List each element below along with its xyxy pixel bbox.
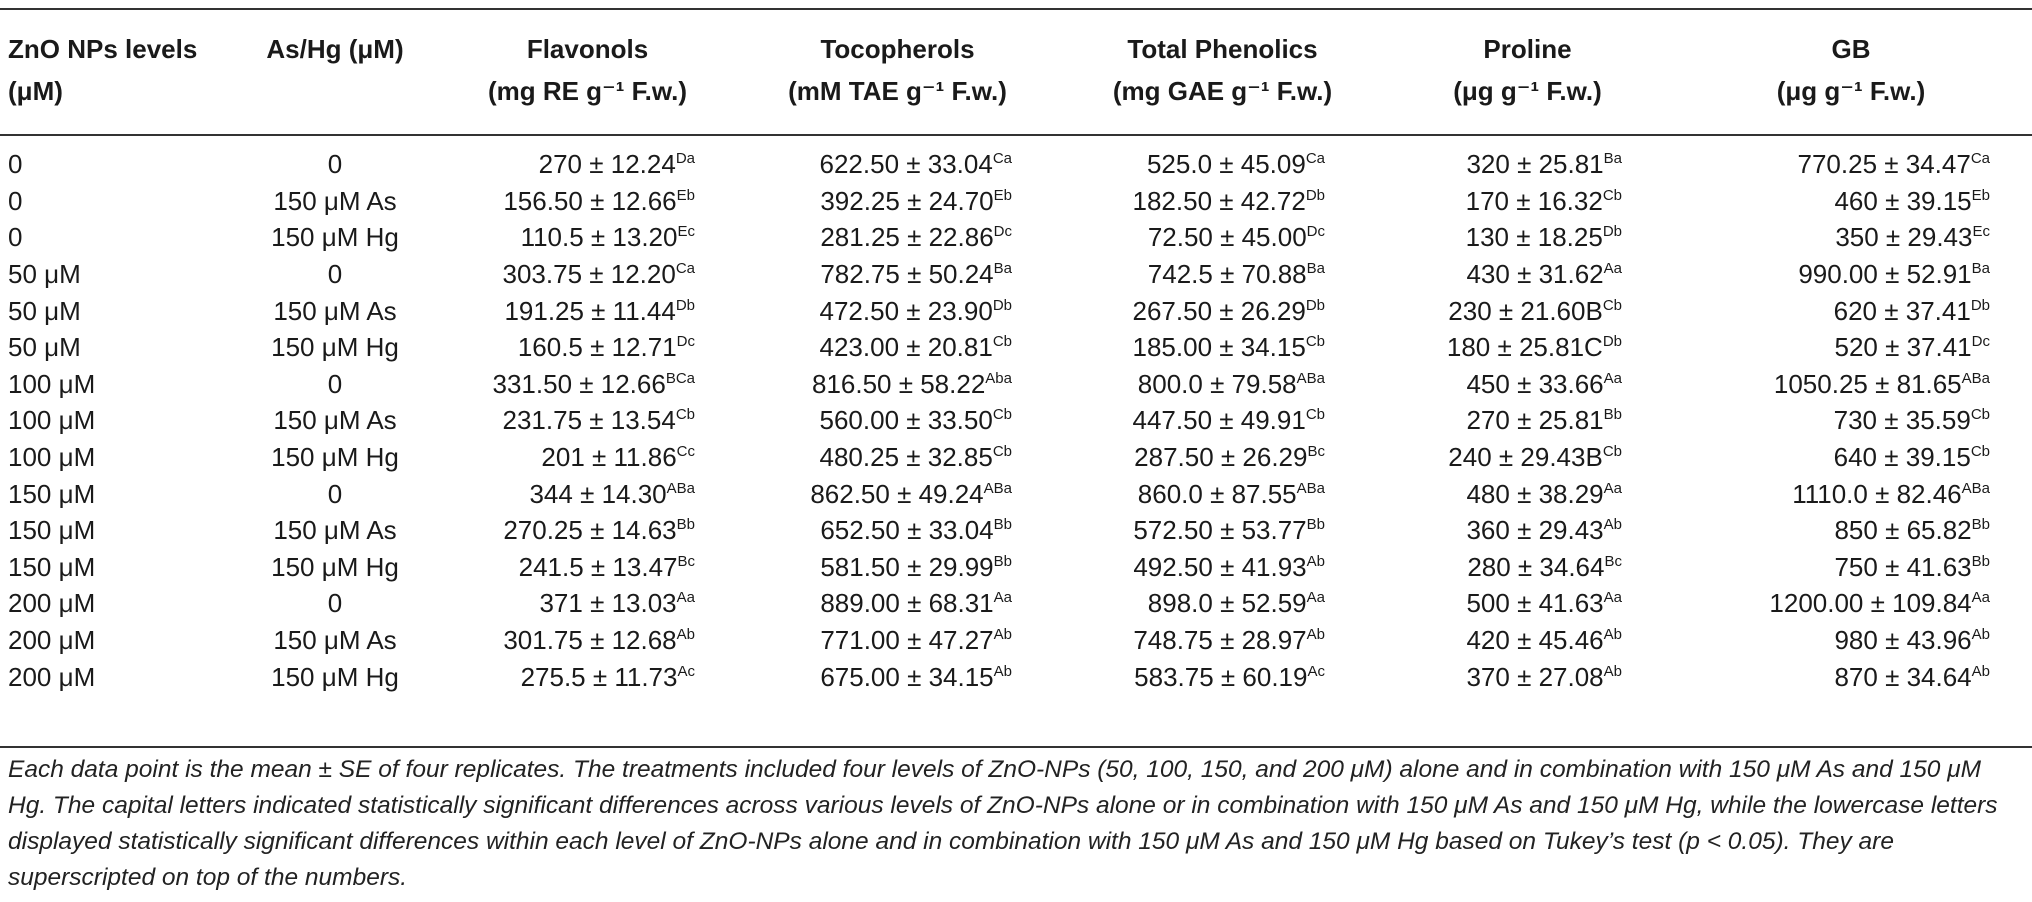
- cell-value: 301.75 ± 12.68: [503, 625, 677, 656]
- significance-letters: Bb: [1603, 406, 1622, 424]
- cell-total-phenolics: [1060, 549, 1385, 586]
- cell-flavonols: [440, 134, 735, 183]
- cell-gb: [1670, 585, 2032, 622]
- cell-value: 730 ± 35.59: [1833, 405, 1971, 436]
- cell-as-hg: 0: [327, 368, 343, 399]
- cell-value: 430 ± 31.62: [1466, 259, 1604, 290]
- significance-letters: Ba: [1603, 150, 1622, 168]
- significance-letters: Db: [1305, 296, 1325, 314]
- significance-letters: Cb: [1970, 443, 1990, 461]
- significance-letters: Ab: [1306, 552, 1325, 570]
- cell-value: 331.50 ± 12.66: [492, 368, 666, 399]
- cell-total-phenolics: [1060, 256, 1385, 293]
- significance-letters: Da: [675, 150, 695, 168]
- significance-letters: Ab: [993, 662, 1012, 680]
- cell-value: 156.50 ± 12.66: [503, 185, 677, 216]
- cell-gb: [1670, 402, 2032, 439]
- table-row: [0, 512, 2032, 549]
- cell-value: 160.5 ± 12.71: [517, 332, 677, 363]
- cell-proline: [1385, 329, 1670, 366]
- table-row: [0, 329, 2032, 366]
- cell-value: 287.50 ± 26.29: [1134, 442, 1308, 473]
- cell-zno-level: 100 μM: [8, 368, 96, 399]
- table-row: [0, 475, 2032, 512]
- header-as-hg: As/Hg (μM): [266, 34, 404, 64]
- cell-as-hg: 0: [327, 478, 343, 509]
- cell-total-phenolics: [1060, 658, 1385, 695]
- significance-letters: Ca: [992, 150, 1012, 168]
- significance-letters: Aa: [1306, 589, 1325, 607]
- table-row: [0, 183, 2032, 220]
- significance-letters: ABa: [983, 479, 1012, 497]
- significance-letters: Bc: [1604, 552, 1622, 570]
- cell-gb: [1670, 512, 2032, 549]
- cell-tocopherols: [735, 549, 1060, 586]
- significance-letters: Eb: [993, 186, 1012, 204]
- cell-proline: [1385, 366, 1670, 403]
- cell-gb: [1670, 183, 2032, 220]
- cell-proline: [1385, 512, 1670, 549]
- cell-flavonols: [440, 219, 735, 256]
- cell-value: 270 ± 25.81: [1466, 405, 1604, 436]
- significance-letters: Ba: [1306, 260, 1325, 278]
- table-row: [0, 402, 2032, 439]
- cell-gb: [1670, 292, 2032, 329]
- significance-letters: Cb: [1602, 186, 1622, 204]
- cell-proline: [1385, 402, 1670, 439]
- cell-proline: [1385, 439, 1670, 476]
- cell-proline: [1385, 219, 1670, 256]
- cell-tocopherols: [735, 134, 1060, 183]
- significance-letters: Db: [1602, 333, 1622, 351]
- cell-flavonols: [440, 475, 735, 512]
- cell-tocopherols: [735, 475, 1060, 512]
- cell-value: 230 ± 21.60B: [1448, 295, 1603, 326]
- cell-total-phenolics: [1060, 219, 1385, 256]
- significance-letters: Cc: [676, 443, 695, 461]
- cell-as-hg: 0: [327, 588, 343, 619]
- cell-value: 771.00 ± 47.27: [820, 625, 994, 656]
- significance-letters: Db: [1970, 296, 1990, 314]
- cell-zno-level: 0: [8, 185, 23, 216]
- cell-zno-level: 100 μM: [8, 405, 96, 436]
- cell-value: 275.5 ± 11.73: [520, 661, 678, 692]
- table-row: [0, 549, 2032, 586]
- cell-proline: [1385, 475, 1670, 512]
- cell-value: 241.5 ± 13.47: [518, 551, 678, 582]
- significance-letters: Ab: [1971, 662, 1990, 680]
- cell-value: 281.25 ± 22.86: [820, 222, 994, 253]
- cell-proline: [1385, 658, 1670, 695]
- cell-gb: [1670, 475, 2032, 512]
- significance-letters: Db: [675, 296, 695, 314]
- cell-value: 889.00 ± 68.31: [820, 588, 994, 619]
- cell-as-hg: 150 μM As: [273, 625, 397, 656]
- cell-value: 185.00 ± 34.15: [1132, 332, 1306, 363]
- significance-letters: Db: [1602, 223, 1622, 241]
- cell-total-phenolics: [1060, 512, 1385, 549]
- significance-letters: Ab: [1603, 626, 1622, 644]
- cell-value: 748.75 ± 28.97: [1133, 625, 1307, 656]
- significance-letters: ABa: [1961, 479, 1990, 497]
- cell-total-phenolics: [1060, 183, 1385, 220]
- significance-letters: Bc: [677, 552, 695, 570]
- significance-letters: Db: [1305, 186, 1325, 204]
- cell-value: 850 ± 65.82: [1834, 515, 1972, 546]
- cell-value: 191.25 ± 11.44: [504, 295, 676, 326]
- cell-value: 231.75 ± 13.54: [502, 405, 676, 436]
- cell-value: 770.25 ± 34.47: [1797, 149, 1971, 180]
- cell-as-hg: 150 μM Hg: [271, 551, 399, 582]
- significance-letters: Ba: [993, 260, 1012, 278]
- bottom-rule: [0, 746, 2032, 748]
- cell-tocopherols: [735, 183, 1060, 220]
- header-total-phenolics: Total Phenolics (mg GAE g⁻¹ F.w.): [1112, 34, 1333, 106]
- cell-value: 130 ± 18.25: [1465, 222, 1603, 253]
- cell-value: 862.50 ± 49.24: [810, 478, 984, 509]
- cell-value: 800.0 ± 79.58: [1137, 368, 1297, 399]
- cell-flavonols: [440, 256, 735, 293]
- table-row: [0, 439, 2032, 476]
- cell-tocopherols: [735, 402, 1060, 439]
- significance-letters: Aa: [1603, 589, 1622, 607]
- table-row: [0, 658, 2032, 695]
- significance-letters: Bb: [1306, 516, 1325, 534]
- header-proline: Proline (μg g⁻¹ F.w.): [1453, 34, 1602, 106]
- significance-letters: Ac: [1307, 662, 1325, 680]
- cell-value: 423.00 ± 20.81: [819, 332, 993, 363]
- significance-letters: Cb: [992, 406, 1012, 424]
- significance-letters: Aa: [1971, 589, 1990, 607]
- cell-value: 480 ± 38.29: [1466, 478, 1604, 509]
- cell-tocopherols: [735, 292, 1060, 329]
- table-row: [0, 256, 2032, 293]
- significance-letters: Cb: [1305, 333, 1325, 351]
- significance-letters: Bc: [1307, 443, 1325, 461]
- table-footnote: Each data point is the mean ± SE of four replicates. The treatments included four levels of ZnO-NPs (50, 100, 150, and 200 μM) alone and in combination with 150 μM As and 150 μM Hg. The capital letters indicated statistically significant differences across various levels of ZnO-NPs alone or in combination with 150 μM As and 150 μM Hg, while the lowercase letters displayed statistically significant differences within each level of ZnO-NPs alone and in combination with 150 μM As and 150 μM Hg based on Tukey’s test (p < 0.05). They are superscripted on top of the numbers.: [8, 756, 1998, 891]
- significance-letters: Ca: [675, 260, 695, 278]
- significance-letters: ABa: [666, 479, 695, 497]
- significance-letters: Aa: [1603, 260, 1622, 278]
- cell-value: 500 ± 41.63: [1466, 588, 1604, 619]
- significance-letters: Cb: [1970, 406, 1990, 424]
- header-tocopherols: Tocopherols (mM TAE g⁻¹ F.w.): [788, 34, 1007, 106]
- cell-tocopherols: [735, 439, 1060, 476]
- cell-value: 652.50 ± 33.04: [820, 515, 994, 546]
- cell-zno-level: 200 μM: [8, 625, 96, 656]
- cell-proline: [1385, 622, 1670, 659]
- cell-value: 492.50 ± 41.93: [1133, 551, 1307, 582]
- significance-letters: Cb: [675, 406, 695, 424]
- cell-flavonols: [440, 549, 735, 586]
- cell-value: 742.5 ± 70.88: [1147, 259, 1307, 290]
- cell-zno-level: 100 μM: [8, 442, 96, 473]
- cell-flavonols: [440, 402, 735, 439]
- cell-zno-level: 150 μM: [8, 515, 96, 546]
- significance-letters: Ab: [1306, 626, 1325, 644]
- cell-total-phenolics: [1060, 366, 1385, 403]
- cell-as-hg: 150 μM As: [273, 185, 397, 216]
- cell-value: 560.00 ± 33.50: [819, 405, 993, 436]
- cell-value: 782.75 ± 50.24: [820, 259, 994, 290]
- significance-letters: Ab: [1971, 626, 1990, 644]
- significance-letters: Aa: [676, 589, 695, 607]
- cell-tocopherols: [735, 329, 1060, 366]
- cell-as-hg: 150 μM As: [273, 515, 397, 546]
- significance-letters: Bb: [676, 516, 695, 534]
- cell-as-hg: 0: [327, 259, 343, 290]
- significance-letters: Aa: [1603, 369, 1622, 387]
- cell-as-hg: 150 μM As: [273, 405, 397, 436]
- cell-total-phenolics: [1060, 585, 1385, 622]
- cell-value: 1050.25 ± 81.65: [1773, 368, 1962, 399]
- cell-value: 525.0 ± 45.09: [1146, 149, 1306, 180]
- significance-letters: Ab: [1603, 662, 1622, 680]
- significance-letters: Dc: [993, 223, 1012, 241]
- cell-zno-level: 150 μM: [8, 551, 96, 582]
- table-row: [0, 622, 2032, 659]
- cell-total-phenolics: [1060, 475, 1385, 512]
- significance-letters: Aa: [1603, 479, 1622, 497]
- cell-value: 371 ± 13.03: [539, 588, 677, 619]
- cell-tocopherols: [735, 658, 1060, 695]
- cell-flavonols: [440, 329, 735, 366]
- data-table: [0, 8, 2032, 695]
- cell-total-phenolics: [1060, 134, 1385, 183]
- significance-letters: Dc: [1971, 333, 1990, 351]
- cell-tocopherols: [735, 219, 1060, 256]
- cell-flavonols: [440, 585, 735, 622]
- cell-zno-level: 50 μM: [8, 332, 81, 363]
- significance-letters: Db: [992, 296, 1012, 314]
- cell-flavonols: [440, 292, 735, 329]
- cell-value: 267.50 ± 26.29: [1132, 295, 1306, 326]
- cell-value: 320 ± 25.81: [1466, 149, 1604, 180]
- cell-total-phenolics: [1060, 402, 1385, 439]
- cell-zno-level: 50 μM: [8, 295, 81, 326]
- cell-value: 201 ± 11.86: [541, 442, 677, 473]
- cell-as-hg: 0: [327, 149, 343, 180]
- table-row: [0, 292, 2032, 329]
- cell-proline: [1385, 183, 1670, 220]
- cell-value: 182.50 ± 42.72: [1132, 185, 1306, 216]
- cell-value: 870 ± 34.64: [1834, 661, 1972, 692]
- significance-letters: Dc: [1306, 223, 1325, 241]
- cell-flavonols: [440, 512, 735, 549]
- cell-value: 350 ± 29.43: [1835, 222, 1973, 253]
- header-row: [0, 8, 2032, 134]
- cell-value: 280 ± 34.64: [1467, 551, 1605, 582]
- cell-value: 472.50 ± 23.90: [819, 295, 993, 326]
- header-zno-levels: ZnO NPs levels (μM): [8, 34, 198, 106]
- significance-letters: Ac: [677, 662, 695, 680]
- significance-letters: Cb: [1602, 296, 1622, 314]
- significance-letters: Ca: [1970, 150, 1990, 168]
- cell-tocopherols: [735, 256, 1060, 293]
- significance-letters: ABa: [1296, 369, 1325, 387]
- cell-tocopherols: [735, 622, 1060, 659]
- cell-value: 581.50 ± 29.99: [820, 551, 994, 582]
- cell-zno-level: 0: [8, 149, 23, 180]
- header-gb: GB (μg g⁻¹ F.w.): [1776, 34, 1926, 106]
- cell-as-hg: 150 μM Hg: [271, 222, 399, 253]
- cell-flavonols: [440, 658, 735, 695]
- cell-value: 392.25 ± 24.70: [820, 185, 994, 216]
- table-row: [0, 219, 2032, 256]
- cell-value: 1110.0 ± 82.46: [1792, 478, 1962, 509]
- cell-proline: [1385, 256, 1670, 293]
- cell-value: 110.5 ± 13.20: [520, 222, 678, 253]
- cell-value: 450 ± 33.66: [1466, 368, 1604, 399]
- cell-value: 270.25 ± 14.63: [503, 515, 677, 546]
- cell-flavonols: [440, 622, 735, 659]
- cell-as-hg: 150 μM Hg: [271, 332, 399, 363]
- cell-proline: [1385, 549, 1670, 586]
- cell-as-hg: 150 μM Hg: [271, 661, 399, 692]
- cell-gb: [1670, 622, 2032, 659]
- cell-value: 640 ± 39.15: [1833, 442, 1971, 473]
- significance-letters: Aa: [993, 589, 1012, 607]
- cell-value: 860.0 ± 87.55: [1137, 478, 1297, 509]
- significance-letters: ABa: [1296, 479, 1325, 497]
- table-row: [0, 134, 2032, 183]
- cell-value: 460 ± 39.15: [1834, 185, 1972, 216]
- cell-zno-level: 150 μM: [8, 478, 96, 509]
- cell-value: 620 ± 37.41: [1833, 295, 1971, 326]
- cell-gb: [1670, 329, 2032, 366]
- significance-letters: BCa: [665, 369, 695, 387]
- significance-letters: Ec: [677, 223, 695, 241]
- cell-gb: [1670, 219, 2032, 256]
- cell-gb: [1670, 439, 2032, 476]
- cell-zno-level: 0: [8, 222, 23, 253]
- cell-as-hg: 150 μM Hg: [271, 442, 399, 473]
- cell-total-phenolics: [1060, 439, 1385, 476]
- cell-value: 480.25 ± 32.85: [819, 442, 993, 473]
- cell-tocopherols: [735, 512, 1060, 549]
- significance-letters: Bb: [1971, 516, 1990, 534]
- cell-gb: [1670, 366, 2032, 403]
- significance-letters: Aba: [985, 369, 1012, 387]
- cell-total-phenolics: [1060, 622, 1385, 659]
- cell-value: 180 ± 25.81C: [1446, 332, 1603, 363]
- cell-value: 360 ± 29.43: [1466, 515, 1604, 546]
- cell-gb: [1670, 658, 2032, 695]
- cell-value: 72.50 ± 45.00: [1147, 222, 1307, 253]
- significance-letters: Cb: [1602, 443, 1622, 461]
- cell-flavonols: [440, 366, 735, 403]
- cell-total-phenolics: [1060, 292, 1385, 329]
- cell-value: 370 ± 27.08: [1466, 661, 1604, 692]
- significance-letters: Ec: [1972, 223, 1990, 241]
- significance-letters: Eb: [676, 186, 695, 204]
- cell-value: 898.0 ± 52.59: [1147, 588, 1307, 619]
- cell-value: 520 ± 37.41: [1834, 332, 1972, 363]
- cell-value: 303.75 ± 12.20: [502, 259, 676, 290]
- cell-value: 420 ± 45.46: [1466, 625, 1604, 656]
- significance-letters: Ab: [1603, 516, 1622, 534]
- cell-gb: [1670, 134, 2032, 183]
- cell-total-phenolics: [1060, 329, 1385, 366]
- header-flavonols: Flavonols (mg RE g⁻¹ F.w.): [487, 34, 688, 106]
- significance-letters: Cb: [992, 333, 1012, 351]
- cell-value: 675.00 ± 34.15: [820, 661, 994, 692]
- cell-value: 980 ± 43.96: [1834, 625, 1972, 656]
- cell-zno-level: 200 μM: [8, 661, 96, 692]
- cell-value: 170 ± 16.32: [1465, 185, 1603, 216]
- cell-value: 1200.00 ± 109.84: [1769, 588, 1972, 619]
- cell-gb: [1670, 549, 2032, 586]
- significance-letters: Ca: [1305, 150, 1325, 168]
- cell-flavonols: [440, 183, 735, 220]
- significance-letters: Bb: [1971, 552, 1990, 570]
- cell-value: 990.00 ± 52.91: [1798, 259, 1972, 290]
- table-row: [0, 585, 2032, 622]
- cell-value: 447.50 ± 49.91: [1132, 405, 1306, 436]
- cell-proline: [1385, 585, 1670, 622]
- cell-value: 750 ± 41.63: [1834, 551, 1972, 582]
- cell-value: 583.75 ± 60.19: [1134, 661, 1308, 692]
- table-row: [0, 366, 2032, 403]
- table-body: [0, 134, 2032, 695]
- cell-zno-level: 50 μM: [8, 259, 81, 290]
- significance-letters: Ab: [993, 626, 1012, 644]
- significance-letters: Cb: [1305, 406, 1325, 424]
- significance-letters: Cb: [992, 443, 1012, 461]
- cell-value: 572.50 ± 53.77: [1133, 515, 1307, 546]
- cell-value: 344 ± 14.30: [529, 478, 667, 509]
- cell-gb: [1670, 256, 2032, 293]
- cell-zno-level: 200 μM: [8, 588, 96, 619]
- significance-letters: Bb: [993, 516, 1012, 534]
- cell-value: 240 ± 29.43B: [1448, 442, 1603, 473]
- cell-proline: [1385, 292, 1670, 329]
- cell-value: 622.50 ± 33.04: [819, 149, 993, 180]
- significance-letters: Ba: [1971, 260, 1990, 278]
- cell-as-hg: 150 μM As: [273, 295, 397, 326]
- significance-letters: Eb: [1971, 186, 1990, 204]
- significance-letters: Bb: [993, 552, 1012, 570]
- cell-flavonols: [440, 439, 735, 476]
- significance-letters: ABa: [1961, 369, 1990, 387]
- cell-proline: [1385, 134, 1670, 183]
- cell-value: 270 ± 12.24: [538, 149, 676, 180]
- cell-value: 816.50 ± 58.22: [811, 368, 986, 399]
- significance-letters: Ab: [676, 626, 695, 644]
- significance-letters: Dc: [676, 333, 695, 351]
- cell-tocopherols: [735, 366, 1060, 403]
- cell-tocopherols: [735, 585, 1060, 622]
